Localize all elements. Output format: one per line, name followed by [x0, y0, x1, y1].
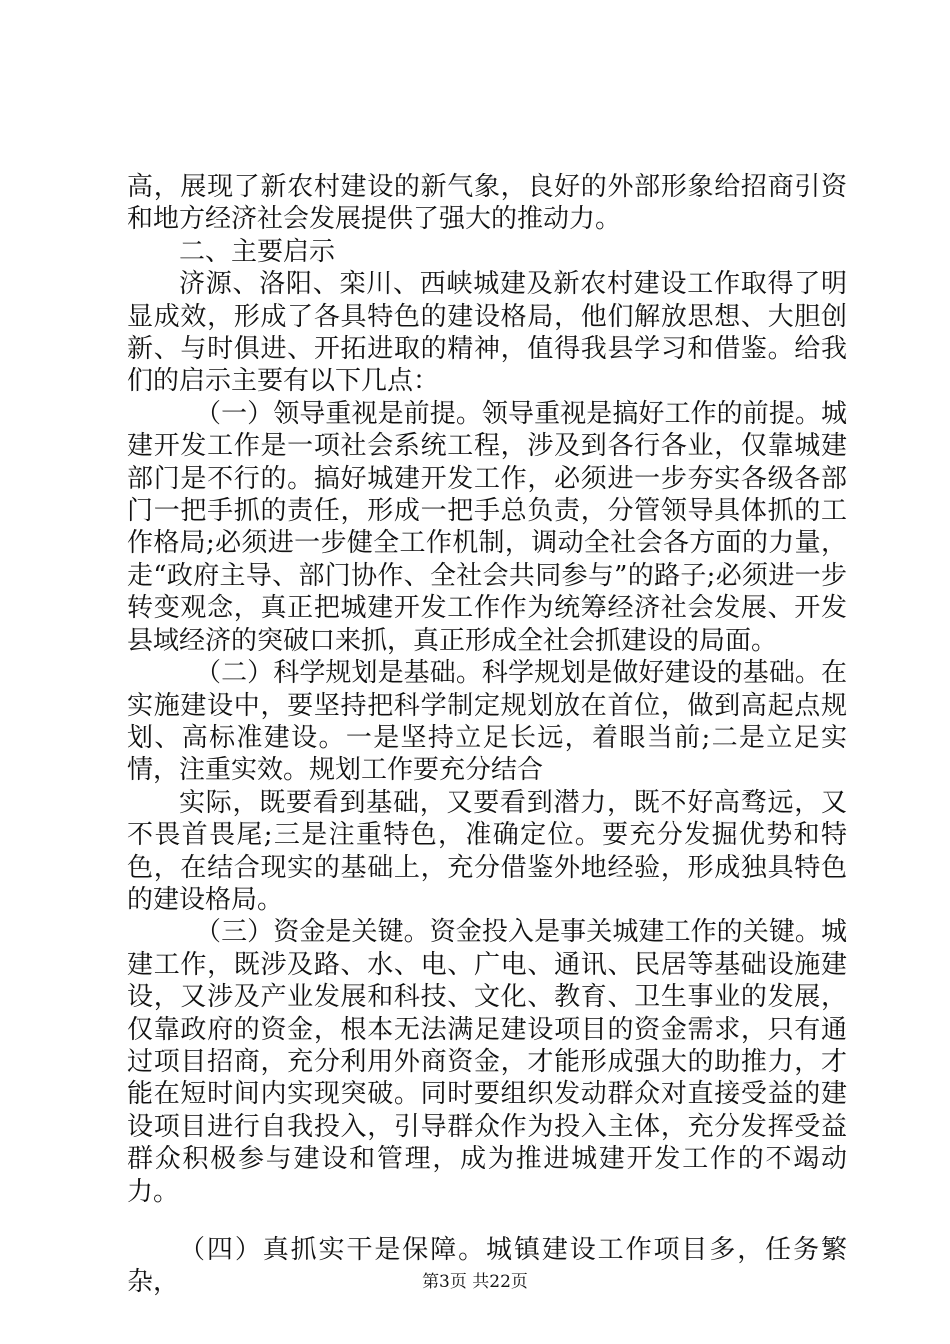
page-footer: 第3页 共22页	[422, 1272, 528, 1292]
paragraph-intro: 济源、洛阳、栾川、西峡城建及新农村建设工作取得了明显成效，形成了各具特色的建设格局，他们解放思想、大胆创新、与时俱进、开拓进取的精神，值得我县学习和借鉴。给我们的启示主要有以下几点：	[127, 269, 847, 397]
paragraph-point-3: （三）资金是关键。资金投入是事关城建工作的关键。城建工作，既涉及路、水、电、广电、通讯、民居等基础设施建设，又涉及产业发展和科技、文化、教育、卫生事业的发展，仅靠政府的资金，根本无法满足建设项目的资金需求，只有通过项目招商，充分利用外商资金，才能形成强大的助推力，才能在短时间内实现突破。同时要组织发动群众对直接受益的建设项目进行自我投入，引导群众作为投入主体，充分发挥受益群众积极参与建设和管理，成为推进城建开发工作的不竭动力。	[127, 917, 847, 1207]
paragraph-point-4: （四）真抓实干是保障。城镇建设工作项目多，任务繁杂，	[127, 1235, 847, 1298]
document-body	[127, 171, 847, 1299]
paragraph-point-1: （一）领导重视是前提。领导重视是搞好工作的前提。城建开发工作是一项社会系统工程，涉及到各行各业，仅靠城建部门是不行的。搞好城建开发工作，必须进一步夯实各级各部门一把手抓的责任，形成一把手总负责，分管领导具体抓的工作格局;必须进一步健全工作机制，调动全社会各方面的力量，走“政府主导、部门协作、全社会共同参与”的路子;必须进一步转变观念，真正把城建开发工作作为统筹经济社会发展、开发县域经济的突破口来抓，真正形成全社会抓建设的局面。	[127, 398, 847, 656]
paragraph-point-2: （二）科学规划是基础。科学规划是做好建设的基础。在实施建设中，要坚持把科学制定规划放在首位，做到高起点规划、高标准建设。一是坚持立足长远，着眼当前;二是立足实情，注重实效。规划工作要充分结合	[127, 658, 847, 786]
paragraph-point-2-continued: 实际，既要看到基础，又要看到潜力，既不好高骛远，又不畏首畏尾;三是注重特色，准确定位。要充分发掘优势和特色，在结合现实的基础上，充分借鉴外地经验，形成独具特色的建设格局。	[127, 787, 847, 915]
paragraph-continuation: 高，展现了新农村建设的新气象，良好的外部形象给招商引资和地方经济社会发展提供了强大的推动力。	[127, 172, 847, 235]
section-heading-main-insights: 二、主要启示	[179, 236, 336, 267]
